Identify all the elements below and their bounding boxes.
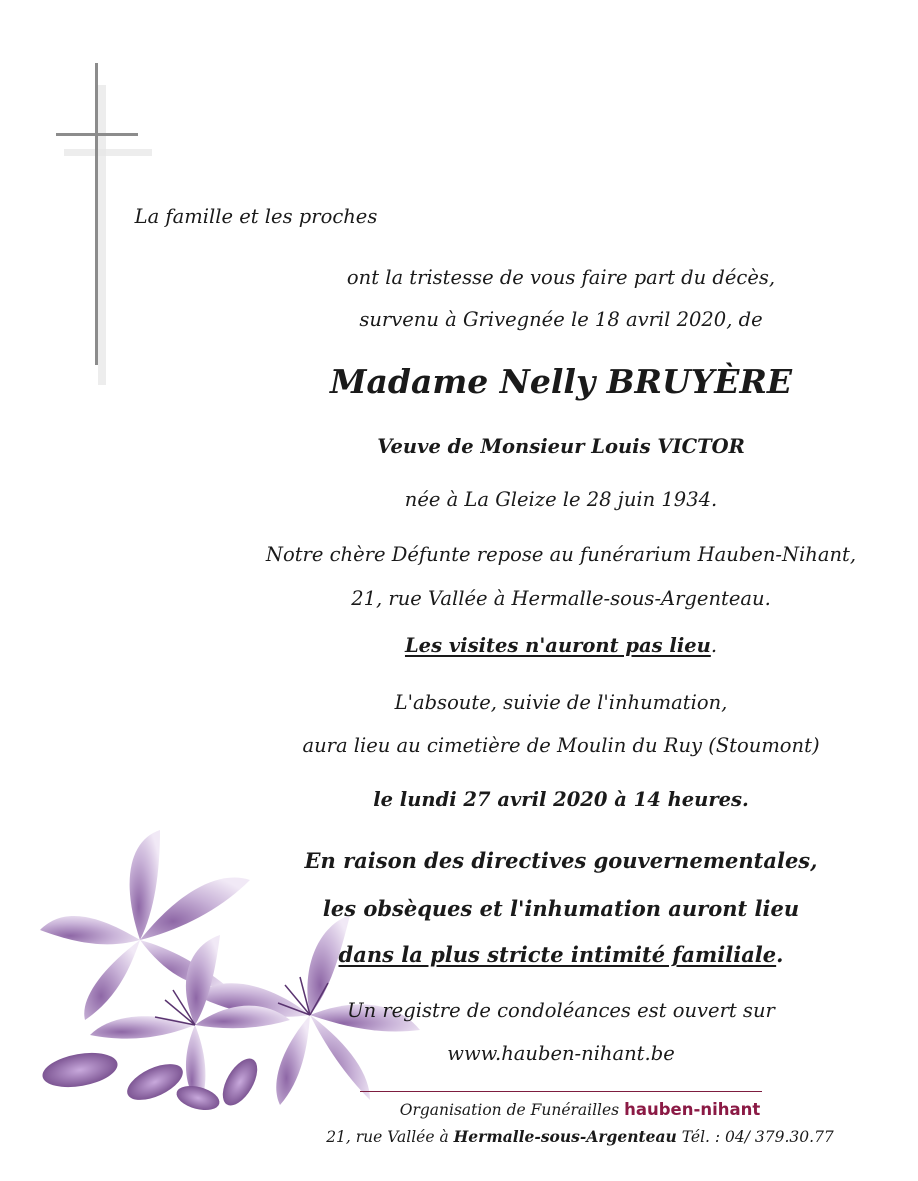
birth-line: née à La Gleize le 28 juin 1934.	[404, 488, 718, 511]
rest-line-2: 21, rue Vallée à Hermalle-sous-Argenteau.	[351, 587, 771, 610]
footer-address-line	[0, 1127, 918, 1146]
footer-address-city: Hermalle-sous-Argenteau	[453, 1127, 677, 1146]
visits-punct: .	[710, 634, 718, 657]
register-line: Un registre de condoléances est ouvert sur	[347, 999, 775, 1022]
intro-text: La famille et les proches	[134, 205, 378, 228]
covid-line-2: les obsèques et l'inhumation auront lieu	[322, 896, 800, 921]
visits-text: Les visites n'auront pas lieu	[404, 634, 711, 657]
spouse-line: Veuve de Monsieur Louis VICTOR	[377, 435, 745, 458]
visits-line	[102, 634, 918, 657]
website-link[interactable]: www.hauben-nihant.be	[447, 1042, 675, 1065]
covid-line-3-text: dans la plus stricte intimité familiale	[338, 942, 777, 967]
announce-line-2: survenu à Grivegnée le 18 avril 2020, de	[359, 308, 763, 331]
announce-line-1: ont la tristesse de vous faire part du décès,	[346, 266, 776, 289]
ceremony-line-1: L'absoute, suivie de l'inhumation,	[394, 691, 728, 714]
footer-org-prefix: Organisation de Funérailles	[399, 1101, 620, 1119]
footer-phone: Tél. : 04/ 379.30.77	[681, 1128, 834, 1146]
covid-line-3-punct: .	[776, 942, 784, 967]
rest-line-1: Notre chère Défunte repose au funérarium Hauben-Nihant,	[265, 543, 857, 566]
ceremony-line-2: aura lieu au cimetière de Moulin du Ruy (Stoumont)	[302, 734, 820, 757]
covid-line-3	[102, 942, 918, 967]
footer-address-prefix: 21, rue Vallée à	[326, 1128, 449, 1146]
ceremony-date: le lundi 27 avril 2020 à 14 heures.	[373, 788, 749, 811]
deceased-name: Madame Nelly BRUYÈRE	[329, 362, 793, 401]
footer-org-line	[0, 1100, 918, 1119]
brand-logo: hauben-nihant	[624, 1100, 761, 1119]
lily-bouquet-illustration	[20, 830, 440, 1120]
covid-line-1: En raison des directives gouvernementales,	[304, 848, 818, 873]
footer-separator	[360, 1091, 762, 1092]
